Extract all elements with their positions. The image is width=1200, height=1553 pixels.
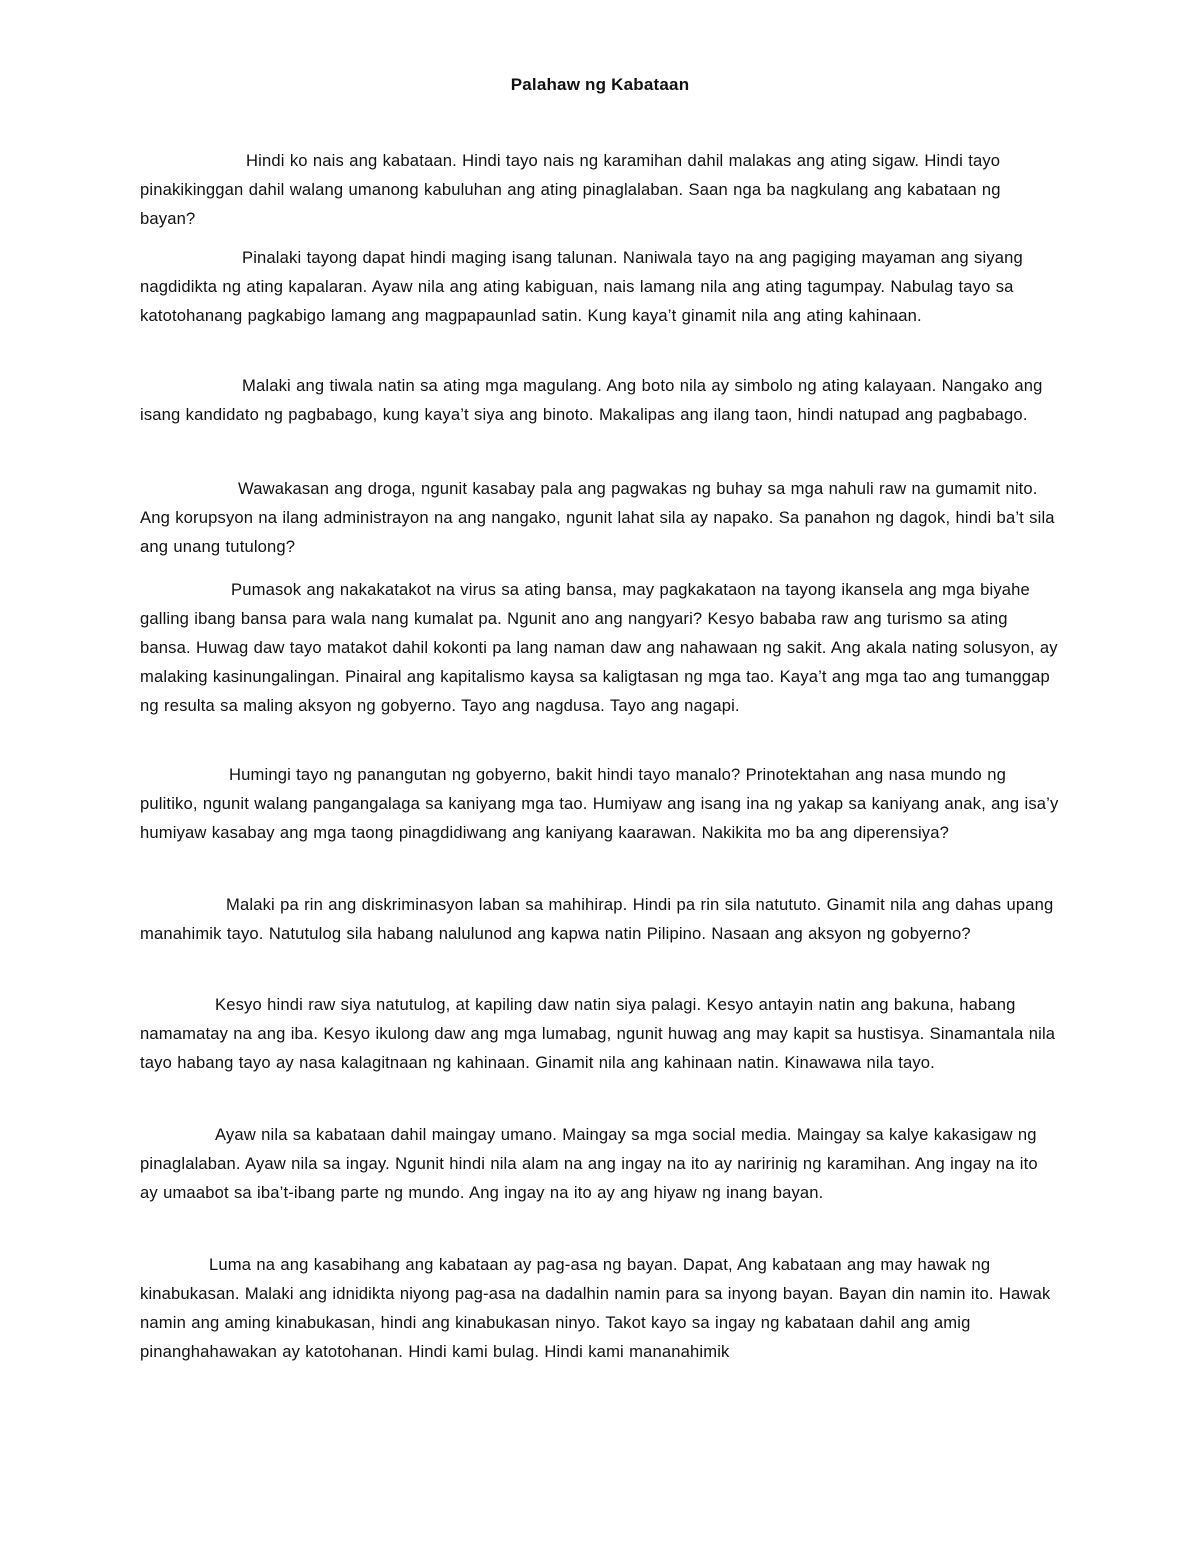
document-title: Palahaw ng Kabataan bbox=[510, 75, 690, 94]
paragraph-3: Malaki ang tiwala natin sa ating mga magulang. Ang boto nila ay simbolo ng ating kalayaan. Nangako ang isang kandidato ng pagbabago, kung kaya’t siya ang binoto. Makalipas ang ilang taon, hindi natupad ang pagbabago. bbox=[140, 376, 1043, 424]
paragraph-7: Malaki pa rin ang diskriminasyon laban sa mahihirap. Hindi pa rin sila natututo. Ginamit nila ang dahas upang manahimik tayo. Natutulog sila habang nalulunod ang kapwa natin Pilipino. Nasaan ang aksyon ng gobyerno? bbox=[140, 895, 1054, 943]
paragraph-4: Wawakasan ang droga, ngunit kasabay pala ang pagwakas ng buhay sa mga nahuli raw na gumamit nito. Ang korupsyon na ilang administrayon na ang nangako, ngunit lahat sila ay napako. Sa panahon ng dagok, hindi ba’t sila ang unang tutulong? bbox=[140, 479, 1055, 556]
paragraph-2: Pinalaki tayong dapat hindi maging isang talunan. Naniwala tayo na ang pagiging mayaman ang siyang nagdidikta ng ating kapalaran. Ayaw nila ang ating kabiguan, nais lamang nila ang ating tagumpay. Nabulag tayo sa katotohanang pagkabigo lamang ang magpapaunlad satin. Kung kaya’t ginamit nila ang ating kahinaan. bbox=[140, 248, 1023, 325]
paragraph-1: Hindi ko nais ang kabataan. Hindi tayo nais ng karamihan dahil malakas ang ating sigaw. Hindi tayo pinakikinggan dahil walang umanong kabuluhan ang ating pinaglalaban. Saan nga ba nagkulang ang kabataan ng bayan? bbox=[140, 151, 1001, 228]
paragraph-9: Ayaw nila sa kabataan dahil maingay umano. Maingay sa mga social media. Maingay sa kalye kakasigaw ng pinaglalaban. Ayaw nila sa ingay. Ngunit hindi nila alam na ang ingay na ito ay naririnig ng karamihan. Ang ingay na ito ay umaabot sa iba’t-ibang parte ng mundo. Ang ingay na ito ay ang hiyaw ng inang bayan. bbox=[140, 1125, 1038, 1202]
paragraph-5: Pumasok ang nakakatakot na virus sa ating bansa, may pagkakataon na tayong ikansela ang mga biyahe galling ibang bansa para wala nang kumalat pa. Ngunit ano ang nangyari? Kesyo bababa raw ang turismo sa ating bansa. Huwag daw tayo matakot dahil kokonti pa lang naman daw ang nahawaan ng sakit. Ang akala nating solusyon, ay malaking kasinungalingan. Pinairal ang kapitalismo kaysa sa kaligtasan ng mga tao. Kaya’t ang mga tao ang tumanggap ng resulta sa maling aksyon ng gobyerno. Tayo ang nagdusa. Tayo ang nagapi. bbox=[140, 580, 1058, 715]
paragraph-10: Luma na ang kasabihang ang kabataan ay pag-asa ng bayan. Dapat, Ang kabataan ang may hawak ng kinabukasan. Malaki ang idnidikta niyong pag-asa na dadalhin namin para sa inyong bayan. Bayan din namin ito. Hawak namin ang aming kinabukasan, hindi ang kinabukasan ninyo. Takot kayo sa ingay ng kabataan dahil ang amig pinanghahawakan ay katotohanan. Hindi kami bulag. Hindi kami mananahimik bbox=[140, 1255, 1051, 1361]
paragraph-8: Kesyo hindi raw siya natutulog, at kapiling daw natin siya palagi. Kesyo antayin natin ang bakuna, habang namamatay na ang iba. Kesyo ikulong daw ang mga lumabag, ngunit huwag ang may kapit sa hustisya. Sinamantala nila tayo habang tayo ay nasa kalagitnaan ng kahinaan. Ginamit nila ang kahinaan natin. Kinawawa nila tayo. bbox=[140, 995, 1056, 1072]
paragraph-6: Humingi tayo ng panangutan ng gobyerno, bakit hindi tayo manalo? Prinotektahan ang nasa mundo ng pulitiko, ngunit walang pangangalaga sa kaniyang mga tao. Humiyaw ang isang ina ng yakap sa kaniyang anak, ang isa’y humiyaw kasabay ang mga taong pinagdidiwang ang kaniyang kaarawan. Nakikita mo ba ang diperensiya? bbox=[140, 765, 1059, 842]
document-page bbox=[140, 72, 1060, 1361]
